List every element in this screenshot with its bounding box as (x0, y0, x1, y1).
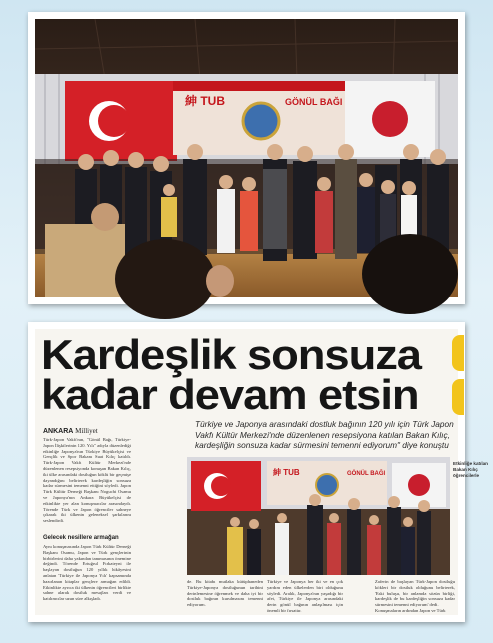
yellow-accent-mark (452, 379, 464, 415)
byline-source: Milliyet (75, 427, 98, 435)
inset-photo (187, 457, 450, 575)
article-column-4-tail: Konuşmaların ardından Japon ve Türk (375, 608, 446, 613)
article-column-4: Zaferin de başlayan Türk-Japon dostluğu kökleri bir dostluk olduğunu belirterek, 'Eski buluşu, bir anlamda sözün birliği, kardeşlik de bu kardeşliğin sonsuza kadar sürmesini temenni ediyorum' dedi. (375, 579, 455, 608)
headline-line1: Kardeşlik sonsuza (41, 331, 421, 378)
inset-banner-right: GÖNÜL BAĞI (347, 471, 386, 477)
banner-logo-left: 紳 TUB (185, 94, 225, 108)
headline-line2: kadar devam etsin (41, 371, 419, 418)
byline-place: ANKARA (43, 428, 74, 435)
inset-photo-scene (187, 457, 450, 575)
byline (43, 427, 98, 435)
article-column-3: Türkiye ve Japonya her iki ve en çok yardım eden ülkelerden biri olduğunu söyledi. Aralık, Japonya'nın yaşadığı bir afet, Türkiye ile Japonya arasındaki derin gönül bağının anlaşılması için önemli bir fırsattır. (267, 579, 343, 613)
lede-paragraph: Türkiye ve Japonya arasındaki dostluk bağının 120 yılı için Türk Japon Vakfı Kültür Merkezi'nde düzenlenen resepsiyona katılan Bakan Kılıç, kardeşliğin sonsuza kadar sürmesini temenni ediyorum" diye konuştu (195, 419, 454, 451)
event-photo-card (28, 12, 465, 304)
article-column-1: Türk-Japon Vakfı'nın, "Gönül Bağı, Türkiye-Japon İlişkilerinin 120. Yılı" adıyla düzenlediği etkinliğe Japonya'nın Türkiye Büyükelçisi ve Gençlik ve Spor Bakanı Suat Kılıç katıldı. Türk-Japon Vakfı Kültür Merkezi'nde düzenlenen resepsiyonda konuşan Bakan Kılıç, iki ülke arasındaki dostluğun köklü bir geçmişe dayandığını belirterek kardeşliğin sonsuza kadar sürmesini temenni ettiğini söyledi. Japon Türk Kültür Derneği Başkanı Noguchi Osamu ve Japonya'nın Ankara Büyükelçisi de etkinlikte yer alan konuşmacılar arasındaydı. Törende Türk ve Japon öğrenciler sahneye çıkarak iki ülkenin geleneksel şarkılarını seslendirdi. (43, 437, 131, 524)
inset-banner-left: 紳 TUB (273, 468, 300, 477)
article-subhead: Gelecek nesillere armağan (43, 535, 119, 541)
article-column-2: de. Bu kitabı mutlaka kütüphaneden Türkiye-Japonya dostluğunun tarihini derinlemesine öğrenmek ve daha iyi bir dostluk bağının kurulmasını temenni ediyorum. (187, 579, 263, 608)
inset-caption: Etkinliğe katılan Bakan Kılıç öğrencilerle (453, 461, 488, 478)
newspaper-clipping-card (28, 322, 488, 622)
event-photo-scene (35, 19, 458, 297)
yellow-accent-mark (452, 335, 464, 371)
event-photo (35, 19, 458, 297)
banner-logo-right: GÖNÜL BAĞI (285, 97, 343, 107)
article-column-1b: Aynı konuşmasında Japon Türk Kültür Derneği Başkanı Osamu, Japon ve Türk gençlerinin birbirlerini daha yakından tanımasının önemine değindi. Törende Ertuğrul Fırkateyni ile başlayan dostluğun 120 yıllık hikâyesini anlatan 'Türkiye ile Japonya Yılı' kapsamında hazırlanan kitaplar gençlere armağan edildi. Etkinlikte ayrıca iki ülkenin öğrencileri birlikte sahne alarak dostluk mesajları verdi ve katılımcılar uzun süre alkışladı. (43, 544, 131, 602)
newspaper-clipping (35, 329, 488, 615)
